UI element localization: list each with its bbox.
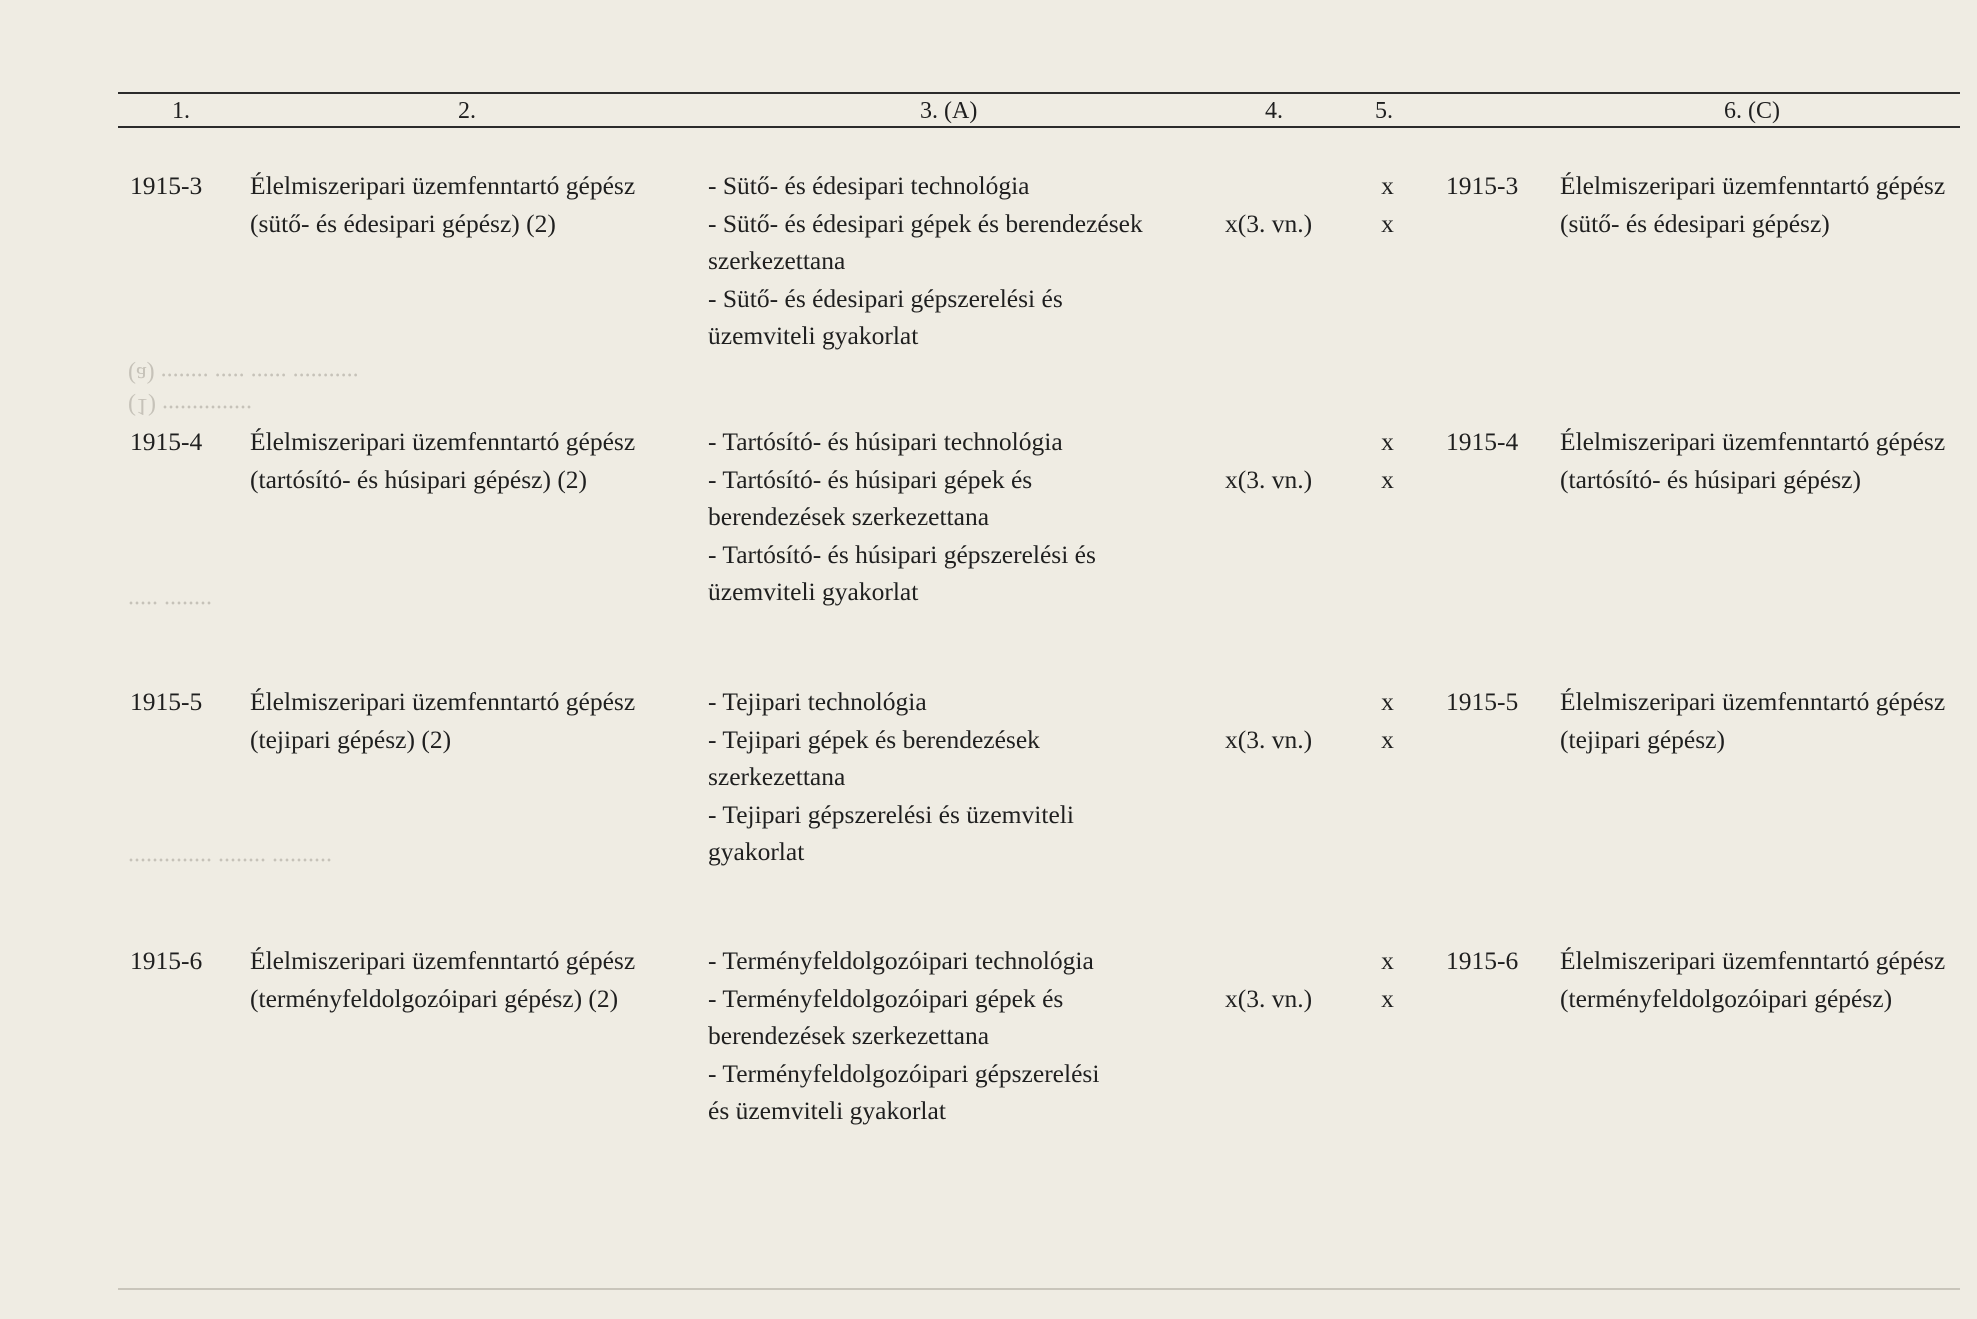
row-name-line: Élelmiszeripari üzemfenntartó gépész	[250, 946, 636, 975]
subject-line: szerkezettana	[708, 762, 846, 791]
subject-line: és üzemviteli gyakorlat	[708, 1096, 946, 1125]
mark-x: x	[1381, 983, 1394, 1013]
show-through-text: (a) ∙∙∙∙∙∙∙∙ ∙∙∙∙∙ ∙∙∙∙∙∙ ∙∙∙∙∙∙∙∙∙∙∙	[128, 361, 359, 387]
row-name	[250, 942, 705, 1017]
header-col-6: 6. (C)	[1724, 98, 1780, 124]
subject-line: - Tartósító- és húsipari technológia	[708, 427, 1063, 456]
row-subjects	[708, 167, 1178, 355]
row-name-line: Élelmiszeripari üzemfenntartó gépész	[250, 687, 636, 716]
row-col5	[1375, 167, 1400, 242]
mark-x: x	[1381, 208, 1394, 238]
subject-line: - Sütő- és édesipari technológia	[708, 171, 1030, 200]
row-col4: x(3. vn.)	[1225, 464, 1313, 494]
header-col-1: 1.	[172, 98, 190, 124]
mark-x: x	[1381, 171, 1394, 200]
subject-line: üzemviteli gyakorlat	[708, 321, 919, 350]
subject-line: üzemviteli gyakorlat	[708, 577, 919, 606]
row-name	[250, 683, 705, 758]
subject-line: - Terményfeldolgozóipari gépek és	[708, 983, 1064, 1013]
subject-line: - Sütő- és édesipari gépek és berendezések	[708, 208, 1143, 238]
subject-line: berendezések szerkezettana	[708, 1021, 990, 1050]
row-col4: x(3. vn.)	[1225, 724, 1313, 754]
mark-x: x	[1381, 687, 1394, 716]
subject-line: - Tejipari technológia	[708, 687, 927, 716]
subject-line: gyakorlat	[708, 837, 805, 866]
row-name-line: Élelmiszeripari üzemfenntartó gépész	[250, 171, 636, 200]
row-col4: x(3. vn.)	[1225, 208, 1313, 238]
mark-x: x	[1381, 427, 1394, 456]
row-name	[250, 167, 705, 242]
row-subjects	[708, 423, 1178, 611]
row-name-col6: Élelmiszeripari üzemfenntartó gépész (sütő- és édesipari gépész)	[1560, 171, 1946, 238]
row-code-col6: 1915-3	[1446, 171, 1519, 200]
subject-line: - Tejipari gépek és berendezések	[708, 724, 1040, 754]
header-col-3: 3. (A)	[920, 98, 978, 124]
row-name-line: (sütő- és édesipari gépész) (2)	[250, 208, 556, 238]
subject-line: - Tejipari gépszerelési és üzemviteli	[708, 799, 1074, 829]
subject-line: szerkezettana	[708, 246, 846, 275]
row-col4: x(3. vn.)	[1225, 983, 1313, 1013]
row-code: 1915-4	[130, 427, 203, 456]
row-subjects	[708, 683, 1178, 871]
subject-line: berendezések szerkezettana	[708, 502, 990, 531]
mark-x: x	[1381, 464, 1394, 494]
row-name-col6: Élelmiszeripari üzemfenntartó gépész (tejipari gépész)	[1560, 687, 1946, 754]
row-code: 1915-5	[130, 687, 203, 716]
header-col-5: 5.	[1375, 98, 1393, 124]
table-top-rule	[118, 92, 1960, 94]
show-through-text: ∙∙∙∙∙ ∙∙∙∙∙∙∙∙	[128, 589, 212, 615]
row-code: 1915-6	[130, 946, 203, 975]
row-col5	[1375, 942, 1400, 1017]
row-name-line: (tejipari gépész) (2)	[250, 724, 452, 754]
mark-x: x	[1381, 946, 1394, 975]
row-code-col6: 1915-4	[1446, 427, 1519, 456]
bottom-bleed-rule	[118, 1288, 1960, 1290]
subject-line: - Tartósító- és húsipari gépek és	[708, 464, 1033, 494]
row-name-line: (tartósító- és húsipari gépész) (2)	[250, 464, 588, 494]
show-through-text: ∙∙∙∙∙∙∙∙∙∙∙∙∙∙ ∙∙∙∙∙∙∙∙ ∙∙∙∙∙∙∙∙∙∙	[128, 846, 332, 872]
row-name-col6: Élelmiszeripari üzemfenntartó gépész (terményfeldolgozóipari gépész)	[1560, 946, 1946, 1013]
subject-line: - Tartósító- és húsipari gépszerelési és	[708, 539, 1096, 569]
row-name-line: Élelmiszeripari üzemfenntartó gépész	[250, 427, 636, 456]
subject-line: - Terményfeldolgozóipari gépszerelési	[708, 1058, 1100, 1088]
subject-line: - Sütő- és édesipari gépszerelési és	[708, 283, 1063, 313]
header-col-2: 2.	[458, 98, 476, 124]
row-code-col6: 1915-5	[1446, 687, 1519, 716]
row-name-col6: Élelmiszeripari üzemfenntartó gépész (tartósító- és húsipari gépész)	[1560, 427, 1946, 494]
mark-x: x	[1381, 724, 1394, 754]
row-col5	[1375, 423, 1400, 498]
row-subjects	[708, 942, 1178, 1130]
header-col-4: 4.	[1265, 98, 1283, 124]
row-name	[250, 423, 705, 498]
table-header-rule	[118, 126, 1960, 128]
subject-line: - Terményfeldolgozóipari technológia	[708, 946, 1094, 975]
row-col5	[1375, 683, 1400, 758]
row-code: 1915-3	[130, 171, 203, 200]
row-name-line: (terményfeldolgozóipari gépész) (2)	[250, 983, 619, 1013]
row-code-col6: 1915-6	[1446, 946, 1519, 975]
show-through-text: (1) ∙∙∙∙∙∙∙∙∙∙∙∙∙∙∙	[128, 393, 252, 419]
